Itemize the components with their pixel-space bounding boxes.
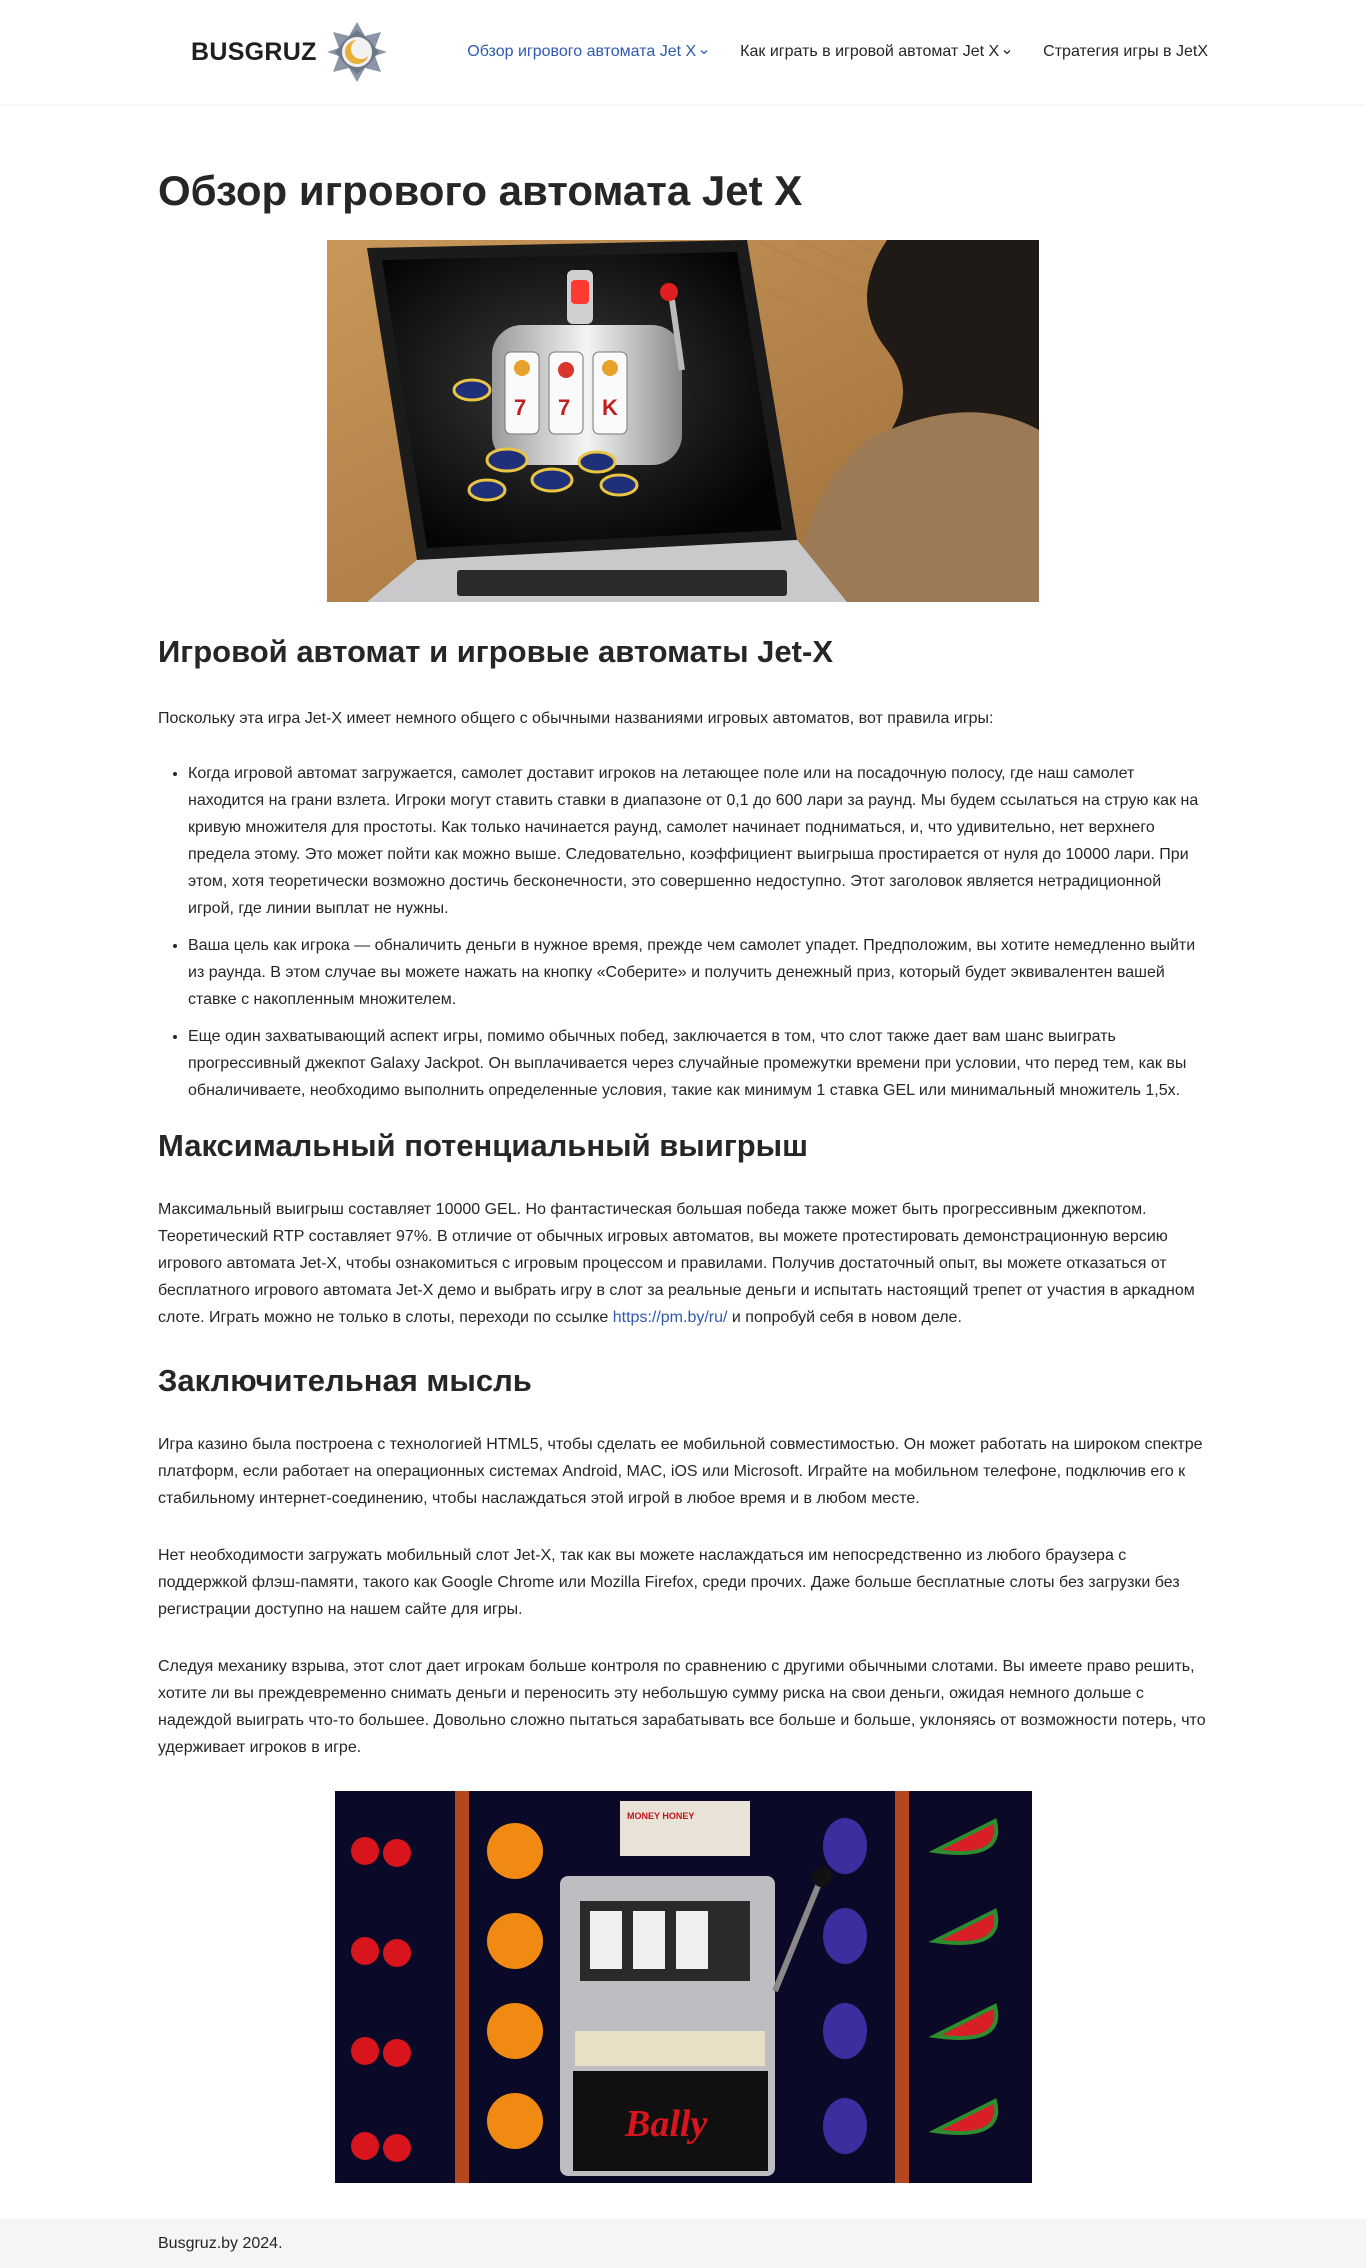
- footer-copyright: Busgruz.by 2024.: [158, 2235, 283, 2252]
- chevron-down-icon: [1003, 48, 1011, 56]
- svg-text:7: 7: [514, 395, 527, 421]
- nav-item-strategy[interactable]: [1043, 43, 1208, 61]
- paragraph-text: Максимальный выигрыш составляет 10000 GEL. Но фантастическая большая победа также может быть прогрессивным джекпотом. Теоретический RTP составляет 97%. В отличие от обычных игровых автоматов, вы можете протестировать демонстрационную версию игрового автомата Jet-X, чтобы ознакомиться с игровым процессом и правилами. Получив достаточный опыт, вы можете отказаться от бесплатного игрового автомата Jet-X демо и выбрать игру в слот за реальные деньги и испытать настоящий трепет от участия в аркадном слоте. Играть можно не только в слоты, переходи по ссылке: [158, 1200, 1195, 1326]
- svg-text:K: K: [602, 395, 618, 421]
- external-link[interactable]: https://pm.by/ru/: [612, 1308, 728, 1326]
- section-heading: Заключительная мысль: [158, 1362, 532, 1398]
- article-main: [158, 104, 1208, 2183]
- nav-item-label: Обзор игрового автомата Jet X: [467, 43, 697, 60]
- header-inner: [158, 0, 1208, 104]
- nav-item-jetx-review[interactable]: [467, 43, 708, 61]
- page-title: Обзор игрового автомата Jet X: [158, 167, 803, 214]
- section-heading: Максимальный потенциальный выигрыш: [158, 1127, 808, 1163]
- nav-item-label: Как играть в игровой автомат Jet X: [740, 43, 1000, 60]
- nav-item-label: Стратегия игры в JetX: [1043, 43, 1208, 60]
- site-header: [0, 0, 1366, 104]
- laptop-slot-machine-image: [327, 240, 1039, 602]
- fruit-slot-machine-image: [335, 1791, 1032, 2183]
- section-intro: Поскольку эта игра Jet-X имеет немного общего с обычными названиями игровых автоматов, вот правила игры:: [158, 709, 994, 727]
- logo-text: BUSGRUZ: [191, 37, 317, 66]
- nav-item-how-to-play[interactable]: [740, 43, 1011, 61]
- list-item: • Еще один захватывающий аспект игры, помимо обычных побед, заключается в том, что слот также дает вам шанс выиграть прогрессивный джекпот Galaxy Jackpot. Он выплачивается через случайные промежутки времени при условии, что перед тем, как вы обналичиваете, необходимо выполнить определенные условия, такие как минимум 1 ставка GEL или минимальный множитель 1,5х.: [188, 1023, 1208, 1104]
- site-footer: [0, 2219, 1366, 2268]
- machine-brand-text: Bally: [624, 2103, 707, 2146]
- section-paragraph: [158, 1196, 1208, 1331]
- section-heading: Игровой автомат и игровые автоматы Jet-X: [158, 634, 833, 670]
- svg-text:7: 7: [558, 395, 571, 421]
- compass-star-logo-icon: [325, 20, 389, 84]
- section-paragraph: Игра казино была построена с технологией HTML5, чтобы сделать ее мобильной совместимостью. Он может работать на широком спектре платформ, если работает на операционных системах Android, MAC, iOS или Microsoft. Играйте на мобильном телефоне, подключив его к стабильному интернет-соединению, чтобы наслаждаться этой игрой в любое время и в любом месте.: [158, 1436, 1203, 1508]
- chevron-down-icon: [700, 48, 708, 56]
- rules-list: [158, 760, 1208, 1104]
- list-item: • Ваша цель как игрока — обналичить деньги в нужное время, прежде чем самолет упадет. Предположим, вы хотите немедленно выйти из раунда. В этом случае вы можете нажать на кнопку «Соберите» и получить денежный приз, который будет эквивалентен вашей ставке с накопленным множителем.: [188, 932, 1208, 1013]
- list-item: • Когда игровой автомат загружается, самолет доставит игроков на летающее поле или на посадочную полосу, где наш самолет находится на грани взлета. Игроки могут ставить ставки в диапазоне от 0,1 до 600 лари за раунд. Мы будем ссылаться на струю как на кривую множителя для простоты. Как только начинается раунд, самолет начинает подниматься, и, что удивительно, нет верхнего предела этому. Это может пойти как можно выше. Следовательно, коэффициент выигрыша простирается от нуля до 10000 лари. При этом, хотя теоретически возможно достичь бесконечности, это совершенно недоступно. Этот заголовок является нетрадиционной игрой, где линии выплат не нужны.: [188, 760, 1208, 922]
- paragraph-text: и попробуй себя в новом деле.: [727, 1308, 962, 1326]
- section-paragraph: Нет необходимости загружать мобильный слот Jet-X, так как вы можете наслаждаться им непосредственно из любого браузера с поддержкой флэш-памяти, такого как Google Chrome или Mozilla Firefox, среди прочих. Даже больше бесплатные слоты без загрузки без регистрации доступно на нашем сайте для игры.: [158, 1547, 1180, 1619]
- logo-link[interactable]: [191, 20, 389, 84]
- machine-sign-text: MONEY HONEY: [626, 1811, 694, 1822]
- main-nav: [467, 43, 1208, 61]
- section-paragraph: Следуя механику взрыва, этот слот дает игрокам больше контроля по сравнению с другими обычными слотами. Вы имеете право решить, хотите ли вы преждевременно снимать деньги и переносить эту небольшую сумму риска на свои деньги, ожидая немного дольше с надеждой выиграть что-то большее. Довольно сложно пытаться зарабатывать все больше и больше, уклоняясь от возможности потерь, что удерживает игроков в игре.: [158, 1658, 1206, 1757]
